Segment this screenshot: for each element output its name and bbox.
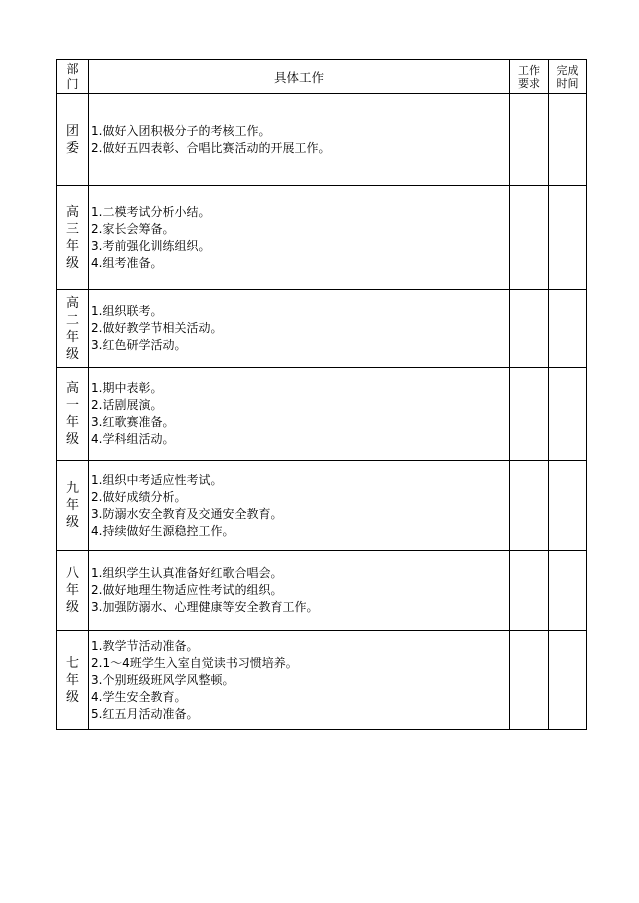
work-item: 4.学科组活动。 xyxy=(91,432,175,446)
department-char: 级 xyxy=(65,255,79,271)
work-item: 2.做好教学节相关活动。 xyxy=(91,321,223,335)
department-char: 高 xyxy=(65,381,79,396)
completion-cell xyxy=(549,551,587,631)
department-char: 高 xyxy=(65,204,79,220)
requirement-cell xyxy=(510,631,549,730)
work-cell xyxy=(89,551,510,631)
department-char: 级 xyxy=(65,689,79,705)
header-requirement-line: 要求 xyxy=(518,76,540,90)
department-char: 七 xyxy=(65,655,79,671)
completion-cell xyxy=(549,290,587,368)
requirement-cell xyxy=(510,186,549,290)
header-requirement xyxy=(510,60,549,94)
completion-cell xyxy=(549,631,587,730)
department-char: 年 xyxy=(65,238,79,254)
requirement-cell xyxy=(510,368,549,461)
department-cell xyxy=(57,461,89,551)
header-row xyxy=(57,60,587,94)
department-char: 级 xyxy=(65,346,79,362)
work-item: 1.组织学生认真准备好红歌合唱会。 xyxy=(91,566,283,580)
work-item: 3.防溺水安全教育及交通安全教育。 xyxy=(91,506,283,521)
department-char: 高 xyxy=(65,295,79,311)
work-item: 1.组织联考。 xyxy=(91,304,163,318)
table-row xyxy=(57,551,587,631)
header-department-char: 门 xyxy=(66,76,79,91)
work-item: 1.做好入团积极分子的考核工作。 xyxy=(91,123,271,138)
department-char: 级 xyxy=(65,515,79,530)
work-item: 5.红五月活动准备。 xyxy=(91,706,199,721)
department-char: 年 xyxy=(65,583,79,598)
table-row xyxy=(57,94,587,186)
department-cell xyxy=(57,94,89,186)
department-char: 九 xyxy=(65,481,79,496)
department-cell xyxy=(57,368,89,461)
header-completion-line: 时间 xyxy=(556,76,579,90)
completion-cell xyxy=(549,368,587,461)
department-cell xyxy=(57,551,89,631)
table-row xyxy=(57,368,587,461)
header-requirement-line: 工作 xyxy=(518,63,540,77)
department-char: 一 xyxy=(65,398,79,413)
completion-cell xyxy=(549,186,587,290)
work-item: 3.考前强化训练组织。 xyxy=(91,238,211,253)
work-item: 4.学生安全教育。 xyxy=(91,689,187,704)
header-department xyxy=(57,60,89,94)
work-cell xyxy=(89,461,510,551)
department-char: 级 xyxy=(65,600,79,615)
work-item: 3.红歌赛准备。 xyxy=(91,415,175,429)
work-cell xyxy=(89,290,510,368)
department-char: 级 xyxy=(65,432,79,447)
header-department-char: 部 xyxy=(66,61,79,76)
header-work: 具体工作 xyxy=(89,60,510,94)
requirement-cell xyxy=(510,290,549,368)
requirement-cell xyxy=(510,461,549,551)
department-char: 团 xyxy=(65,123,79,139)
work-item: 3.红色研学活动。 xyxy=(91,338,187,352)
table-row xyxy=(57,631,587,730)
department-char: 年 xyxy=(65,672,79,688)
work-item: 2.做好地理生物适应性考试的组织。 xyxy=(91,583,283,597)
work-item: 1.二模考试分析小结。 xyxy=(91,204,211,219)
work-item: 2.做好五四表彰、合唱比赛活动的开展工作。 xyxy=(91,140,331,155)
work-item: 1.组织中考适应性考试。 xyxy=(91,472,223,487)
table-row xyxy=(57,461,587,551)
department-char: 二 xyxy=(65,312,79,328)
header-completion-time xyxy=(549,60,587,94)
department-char: 三 xyxy=(65,221,79,237)
department-cell xyxy=(57,631,89,730)
requirement-cell xyxy=(510,551,549,631)
work-item: 2.话剧展演。 xyxy=(91,398,163,412)
work-cell xyxy=(89,94,510,186)
work-item: 3.加强防溺水、心理健康等安全教育工作。 xyxy=(91,600,319,614)
work-cell xyxy=(89,186,510,290)
work-item: 2.家长会筹备。 xyxy=(91,221,175,236)
department-cell xyxy=(57,186,89,290)
completion-cell xyxy=(549,94,587,186)
department-char: 委 xyxy=(65,140,79,156)
work-item: 4.持续做好生源稳控工作。 xyxy=(91,523,235,538)
work-item: 2.做好成绩分析。 xyxy=(91,489,187,504)
header-completion-line: 完成 xyxy=(556,63,579,77)
requirement-cell xyxy=(510,94,549,186)
table-row xyxy=(57,290,587,368)
department-char: 年 xyxy=(65,415,79,430)
work-plan-table xyxy=(56,59,587,730)
work-item: 3.个别班级班风学风整顿。 xyxy=(91,672,235,687)
table-row xyxy=(57,186,587,290)
work-cell xyxy=(89,631,510,730)
work-item: 1.教学节活动准备。 xyxy=(91,638,199,653)
work-item: 2.1～4班学生入室自觉读书习惯培养。 xyxy=(91,655,298,670)
completion-cell xyxy=(549,461,587,551)
department-char: 八 xyxy=(65,566,79,581)
department-char: 年 xyxy=(65,498,79,513)
department-cell xyxy=(57,290,89,368)
department-char: 年 xyxy=(65,329,79,345)
work-item: 1.期中表彰。 xyxy=(91,381,163,395)
work-item: 4.组考准备。 xyxy=(91,255,163,270)
work-cell xyxy=(89,368,510,461)
